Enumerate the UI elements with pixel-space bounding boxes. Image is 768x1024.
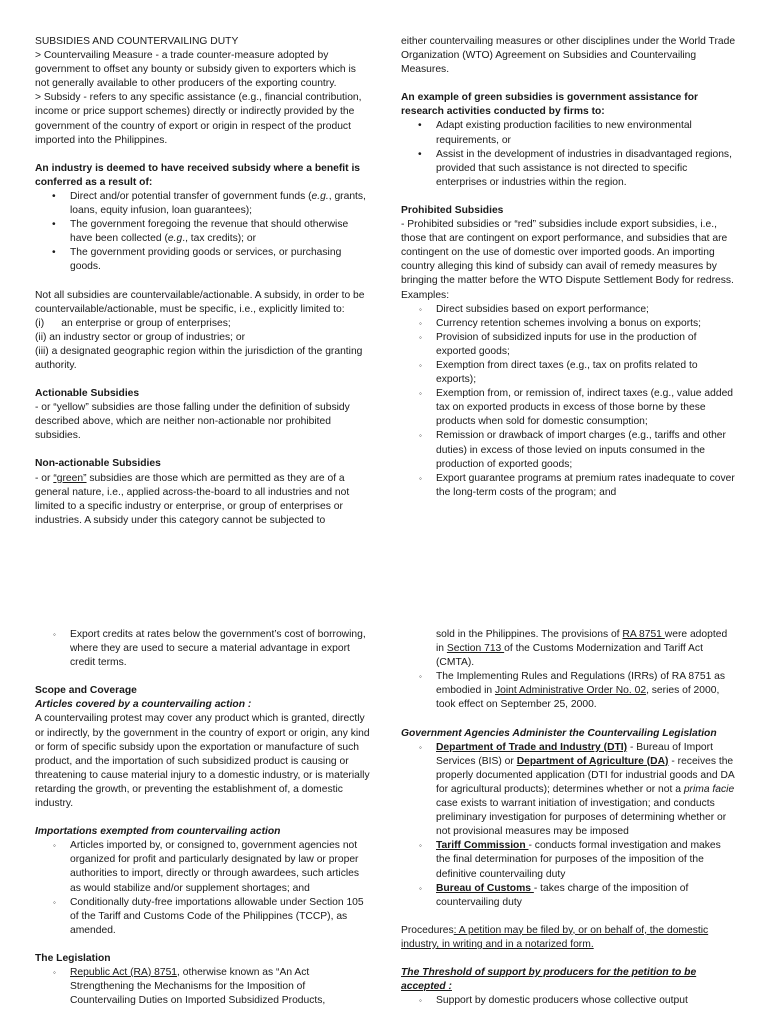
bullet-icon: ◦: [419, 672, 422, 682]
bullet-icon: •: [418, 120, 422, 132]
specificity-paragraph: Not all subsidies are countervailable/actionable. A subsidy, in order to be countervailable/actionable, must be specific, i.e., explicitly limited to:: [35, 289, 365, 315]
threshold-list: [401, 994, 736, 1008]
bullet-icon: •: [418, 148, 422, 160]
bureau-of-customs-link[interactable]: Bureau of Customs: [436, 882, 534, 894]
specificity-item-iii: (iii) a designated geographic region within the jurisdiction of the granting authority.: [35, 345, 363, 371]
non-actionable-text: - or “green” subsidies are those which are permitted as they are of a general nature, i.e., applied across-the-board to all industries and not limited to a specific industry or enterprise, or group of enterprises or industries. A subsidy under this category cannot be subjected to: [35, 472, 350, 526]
bullet-icon: ◦: [53, 841, 56, 851]
column-1: [35, 35, 370, 528]
list-item: ◦ Department of Trade and Industry (DTI) - Bureau of Import Services (BIS) or Department of Agriculture (DA) - receives the properly documented application (DTI for industrial goods and DA for agricultural products); determines whether or not a prima facie case exists to warrant initiation of investigation; and conducts preliminary investigation for purposes of determining whether or not provisional measures may be imposed: [419, 741, 735, 838]
bullet-icon: ◦: [419, 883, 422, 893]
dti-link[interactable]: Department of Trade and Industry (DTI): [436, 741, 628, 753]
document-heading: SUBSIDIES AND COUNTERVAILING DUTY: [35, 36, 239, 47]
specificity-item-ii: (ii) an industry sector or group of industries; or: [35, 331, 246, 343]
list-item: ◦ Export guarantee programs at premium rates inadequate to cover the long-term costs of the program; and: [419, 472, 735, 498]
articles-text: A countervailing protest may cover any product which is granted, directly or indirectly, by the government in the country of export or origin, any kind or form of specific subsidy upon the exportation or manufacture of such product, and the importation of such subsidized product is causing or threatening to cause material injury to a domestic industry, or is materially retarding the growth, or preventing the establishment of, a domestic industry.: [35, 713, 370, 810]
list-item: ◦ Direct subsidies based on export performance;: [401, 303, 736, 317]
list-item: ◦ Export credits at rates below the government’s cost of borrowing, where they are used to secure a material advantage in export credit terms.: [53, 629, 366, 669]
list-item: ◦ Exemption from direct taxes (e.g., tax on profits related to exports);: [419, 359, 698, 386]
continued-text: sold in the Philippines. The provisions of RA 8751 were adopted in Section 713 of the Customs Modernization and Tariff Act (CMTA).: [436, 629, 728, 669]
bullet-icon: •: [52, 190, 56, 202]
bullet-icon: ◦: [419, 742, 422, 752]
bullet-icon: ◦: [419, 389, 422, 399]
list-item: ◦ Bureau of Customs - takes charge of the imposition of countervailing duty: [419, 882, 689, 908]
bullet-icon: ◦: [53, 630, 56, 639]
articles-heading: Articles covered by a countervailing action :: [35, 699, 252, 711]
specificity-item-i: (i) an enterprise or group of enterprises;: [35, 317, 231, 329]
list-item: ◦ Currency retention schemes involving a bonus on exports;: [401, 317, 736, 331]
bullet-icon: ◦: [419, 841, 422, 851]
da-link[interactable]: Department of Agriculture (DA): [516, 755, 669, 767]
prohibited-heading: Prohibited Subsidies: [401, 204, 504, 216]
bullet-icon: •: [52, 219, 56, 231]
column-4: [401, 628, 736, 1008]
scope-heading: Scope and Coverage: [35, 685, 137, 697]
procedures-text: Procedures: A petition may be filed by, or on behalf of, the domestic industry, in writing and in a notarized form.: [401, 924, 709, 950]
list-item: ◦ Exemption from, or remission of, indirect taxes (e.g., value added tax on exported products in excess of those borne by these products when sold for domestic consumption;: [419, 388, 734, 428]
non-actionable-heading: Non-actionable Subsidies: [35, 458, 161, 470]
ra-8751-link[interactable]: RA 8751: [622, 629, 665, 640]
list-item: • Direct and/or potential transfer of government funds (e.g., grants, loans, equity infusion, loan guarantees);: [52, 190, 366, 217]
tariff-commission-link[interactable]: Tariff Commission: [436, 840, 529, 852]
list-item: ◦ Support by domestic producers whose collective output: [401, 994, 736, 1008]
section-713-link[interactable]: Section 713: [446, 643, 505, 655]
irr-list: [401, 670, 736, 712]
benefit-list: [35, 190, 370, 275]
bullet-icon: ◦: [419, 318, 422, 328]
export-credits-list: [35, 628, 370, 670]
list-item: ◦ The Implementing Rules and Regulations (IRRs) of RA 8751 as embodied in Joint Administrative Order No. 02, series of 2000, took effect on September 25, 2000.: [419, 671, 726, 711]
column-2: [401, 35, 736, 500]
exempted-heading: Importations exempted from countervailing action: [35, 826, 281, 838]
bullet-icon: ◦: [419, 332, 422, 342]
list-item: ◦ Conditionally duty-free importations allowable under Section 105 of the Tariff and Customs Code of the Philippines (TCCP), as amended.: [53, 896, 364, 936]
bullet-icon: ◦: [419, 360, 422, 370]
bullet-icon: ◦: [419, 304, 422, 314]
agencies-list: [401, 741, 736, 910]
bullet-icon: ◦: [419, 431, 422, 441]
bullet-icon: ◦: [53, 967, 56, 977]
green-example-list: [401, 119, 736, 189]
green-example-heading: An example of green subsidies is government assistance for research activities conducted by firms to:: [401, 92, 698, 118]
list-item: ◦ Remission or drawback of import charges (e.g., tariffs and other duties) in excess of those levied on inputs consumed in the production of exported goods;: [419, 430, 726, 470]
list-item: ◦ Tariff Commission - conducts formal investigation and makes the final determination for purposes of the imposition of the definitive countervailing duty: [419, 840, 721, 880]
agencies-heading: Government Agencies Administer the Countervailing Legislation: [401, 727, 717, 739]
benefit-heading: An industry is deemed to have received subsidy where a benefit is conferred as a result of:: [35, 162, 361, 188]
bullet-icon: ◦: [419, 996, 422, 1006]
list-item: ◦ Republic Act (RA) 8751, otherwise known as “An Act Strengthening the Mechanisms for the Imposition of Countervailing Duties on Imported Subsidized Products,: [53, 966, 326, 1007]
examples-list: [401, 303, 736, 500]
actionable-heading: Actionable Subsidies: [35, 388, 140, 400]
examples-label: Examples:: [401, 289, 450, 301]
actionable-text: - or “yellow” subsidies are those falling under the definition of subsidy described above, which are neither non-actionable nor prohibited subsidies.: [35, 402, 350, 442]
list-item: • Adapt existing production facilities to new environmental requirements, or: [418, 120, 692, 146]
list-item: • The government providing goods or services, or purchasing goods.: [52, 247, 342, 273]
jao-02-link[interactable]: Joint Administrative Order No. 02: [494, 685, 647, 697]
column-3: [35, 628, 370, 1008]
list-item: ◦ Provision of subsidized inputs for use in the production of exported goods;: [419, 331, 697, 357]
threshold-heading: The Threshold of support by producers for the petition to be accepted :: [401, 966, 697, 993]
prohibited-text: - Prohibited subsidies or “red” subsidies include export subsidies, i.e., those that are contingent on export performance, and subsidies that are contingent on the use of domestic over imported goods. An importing country alleging this kind of subsidy can avail of remedy measures by bringing the matter before the WTO Dispute Settlement Body for redress.: [401, 219, 734, 287]
ra-8751-link[interactable]: Republic Act (RA) 8751: [70, 966, 178, 978]
bullet-icon: •: [52, 247, 56, 259]
list-item: • Assist in the development of industries in disadvantaged regions, provided that such assistance is not directed to specific enterprises or industries within the region.: [418, 148, 732, 188]
legislation-heading: The Legislation: [35, 952, 111, 964]
bullet-icon: ◦: [419, 473, 422, 483]
countervailing-measure-definition: > Countervailing Measure - a trade counter-measure adopted by government to offset any bounty or subsidy given to exporters which is not generally available to other producers of the exporting country.: [35, 50, 356, 90]
list-item: ◦ Articles imported by, or consigned to, government agencies not organized for profit and particularly designated by law or proper authorities to import, directly or through awardees, such articles as would stabilize and/or supplement shortages; and: [53, 840, 360, 894]
bullet-icon: ◦: [53, 897, 56, 907]
continued-text: either countervailing measures or other disciplines under the World Trade Organization (WTO) Agreement on Subsidies and Countervailing Measures.: [401, 36, 736, 76]
legislation-list: [35, 966, 370, 1008]
subsidy-definition: > Subsidy - refers to any specific assistance (e.g., financial contribution, income or price support schemes) directly or indirectly provided by the government of the country of export or origin in respect of the product imported into the Philippines.: [35, 92, 362, 146]
exempted-list: [35, 839, 370, 938]
list-item: • The government foregoing the revenue that should otherwise have been collected (e.g., tax credits); or: [52, 219, 349, 245]
